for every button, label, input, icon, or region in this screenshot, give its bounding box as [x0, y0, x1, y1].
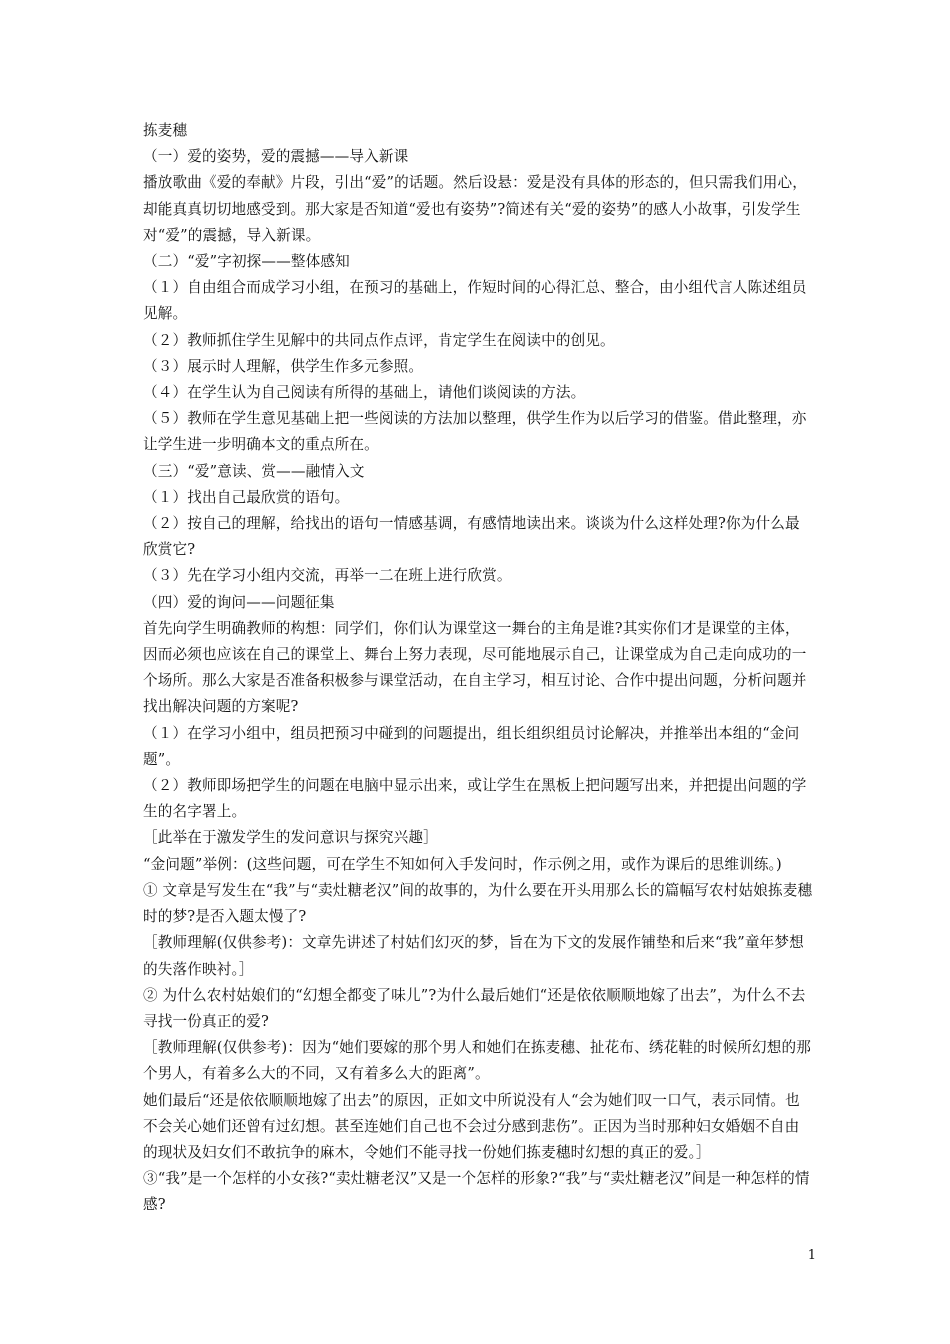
teacher-note: ［教师理解(仅供参考)：因为“她们要嫁的那个男人和她们在拣麦穗、扯花布、绣花鞋的时候所幻想的那个男人，有着多么大的不同，又有着多么大的距离”。 [143, 1039, 812, 1083]
section-heading-1: （一）爱的姿势，爱的震撼——导入新课 [143, 148, 409, 166]
bracket-note: ［此举在于激发学生的发问意识与探究兴趣］ [143, 829, 438, 847]
list-item: （１）在学习小组中，组员把预习中碰到的问题提出，组长组织组员讨论解决，并推举出本组的“金问题”。 [143, 724, 800, 768]
list-item: （２）教师抓住学生见解中的共同点作点评，肯定学生在阅读中的创见。 [143, 331, 615, 349]
list-item: （３）展示时人理解，供学生作多元参照。 [143, 357, 424, 375]
list-item: （２）按自己的理解，给找出的语句一情感基调，有感情地读出来。谈谈为什么这样处理?你为什么最欣赏它? [143, 515, 800, 559]
paragraph: 首先向学生明确教师的构想：同学们，你们认为课堂这一舞台的主角是谁?其实你们才是课堂的主体，因而必须也应该在自己的课堂上、舞台上努力表现，尽可能地展示自己，让课堂成为自己走向成功的一个场所。那么大家是否准备积极参与课堂活动，在自主学习，相互讨论、合作中提出问题，分析问题并找出解决问题的方案呢? [143, 619, 807, 716]
section-heading-4: （四）爱的询问——问题征集 [143, 593, 335, 611]
list-item: （２）教师即场把学生的问题在电脑中显示出来，或让学生在黑板上把问题写出来，并把提出问题的学生的名字署上。 [143, 777, 807, 821]
teacher-note: ［教师理解(仅供参考)：文章先讲述了村姑们幻灭的梦，旨在为下文的发展作铺垫和后来“我”童年梦想的失落作映衬。］ [143, 934, 804, 978]
list-item: （１）自由组合而成学习小组，在预习的基础上，作短时间的心得汇总、整合，由小组代言人陈述组员见解。 [143, 279, 807, 323]
section-heading-2: （二）“爱”字初探——整体感知 [143, 253, 350, 271]
list-item: （４）在学生认为自己阅读有所得的基础上，请他们谈阅读的方法。 [143, 384, 586, 402]
paragraph: “金问题”举例：(这些问题，可在学生不知如何入手发问时，作示例之用，或作为课后的思维训练。) [143, 855, 782, 873]
question-item: ① 文章是写发生在“我”与“卖灶糖老汉”间的故事的，为什么要在开头用那么长的篇幅写农村姑娘拣麦穗时的梦?是否入题太慢了? [143, 881, 813, 926]
question-item: ② 为什么农村姑娘们的“幻想全都变了味儿”?为什么最后她们“还是依依顺顺地嫁了出去”，为什么不去寻找一份真正的爱? [143, 986, 806, 1030]
document-body [143, 118, 813, 1219]
list-item: （１）找出自己最欣赏的语句。 [143, 488, 350, 506]
question-item: ③“我”是一个怎样的小女孩?“卖灶糖老汉”又是一个怎样的形象?“我”与“卖灶糖老汉”间是一种怎样的情感? [143, 1170, 810, 1214]
list-item: （５）教师在学生意见基础上把一些阅读的方法加以整理，供学生作为以后学习的借鉴。借此整理，亦让学生进一步明确本文的重点所在。 [143, 410, 807, 454]
section-heading-3: （三）“爱”意读、赏——融情入文 [143, 462, 365, 480]
paragraph: 她们最后“还是依依顺顺地嫁了出去”的原因，正如文中所说没有人“会为她们叹一口气，表示同情。也不会关心她们还曾有过幻想。甚至连她们自己也不会过分感到悲伤”。正因为当时那种妇女婚姻不自由的现状及妇女们不敢抗争的麻木，令她们不能寻找一份她们拣麦穗时幻想的真正的爱。］ [143, 1091, 800, 1161]
page-number: 1 [807, 1248, 816, 1263]
list-item: （３）先在学习小组内交流，再举一二在班上进行欣赏。 [143, 567, 512, 585]
paragraph: 播放歌曲《爱的奉献》片段，引出“爱”的话题。然后设悬：爱是没有具体的形态的，但只需我们用心，却能真真切切地感受到。那大家是否知道“爱也有姿势”?简述有关“爱的姿势”的感人小故事，引发学生对“爱”的震撼，导入新课。 [143, 174, 807, 244]
document-title: 拣麦穗 [143, 122, 188, 139]
